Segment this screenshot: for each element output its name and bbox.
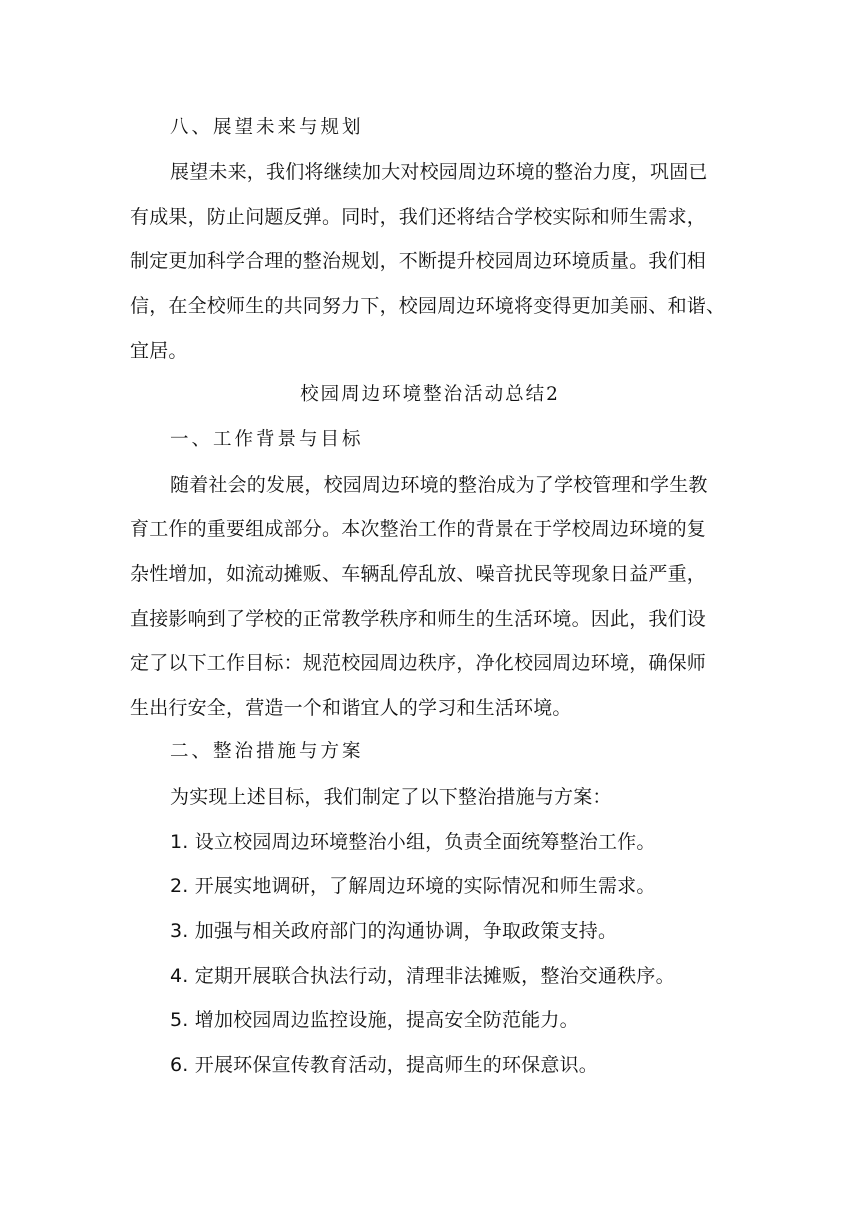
list-item: 5. 增加校园周边监控设施，提高安全防范能力。 — [170, 1009, 579, 1031]
paragraph-line: 杂性增加，如流动摊贩、车辆乱停乱放、噪音扰民等现象日益严重， — [130, 563, 707, 585]
list-item: 6. 开展环保宣传教育活动，提高师生的环保意识。 — [170, 1054, 598, 1076]
paragraph-line: 生出行安全，营造一个和谐宜人的学习和生活环境。 — [130, 697, 572, 719]
paragraph-line: 信，在全校师生的共同努力下，校园周边环境将变得更加美丽、和谐、 — [130, 295, 726, 317]
list-item: 1. 设立校园周边环境整治小组，负责全面统筹整治工作。 — [170, 831, 656, 853]
paragraph-line: 有成果，防止问题反弹。同时，我们还将结合学校实际和师生需求， — [130, 206, 707, 228]
paragraph-line: 定了以下工作目标：规范校园周边秩序，净化校园周边环境，确保师 — [130, 652, 707, 674]
list-item: 2. 开展实地调研，了解周边环境的实际情况和师生需求。 — [170, 875, 656, 897]
paragraph-line: 展望未来，我们将继续加大对校园周边环境的整治力度，巩固已 — [170, 161, 708, 183]
section-heading-outlook: 八、展望未来与规划 — [170, 117, 364, 138]
paragraph-line: 为实现上述目标，我们制定了以下整治措施与方案： — [170, 786, 612, 808]
paragraph-line: 直接影响到了学校的正常教学秩序和师生的生活环境。因此，我们设 — [130, 608, 707, 630]
paragraph-line: 育工作的重要组成部分。本次整治工作的背景在于学校周边环境的复 — [130, 518, 707, 540]
paragraph-line: 随着社会的发展，校园周边环境的整治成为了学校管理和学生教 — [170, 474, 708, 496]
section-heading-background: 一、工作背景与目标 — [170, 429, 364, 450]
list-item: 3. 加强与相关政府部门的沟通协调，争取政策支持。 — [170, 920, 618, 942]
section-heading-measures: 二、整治措施与方案 — [170, 741, 364, 762]
document-title: 校园周边环境整治活动总结2 — [300, 384, 560, 405]
paragraph-line: 宜居。 — [130, 340, 188, 362]
paragraph-line: 制定更加科学合理的整治规划，不断提升校园周边环境质量。我们相 — [130, 250, 707, 272]
list-item: 4. 定期开展联合执法行动，清理非法摊贩，整治交通秩序。 — [170, 965, 675, 987]
